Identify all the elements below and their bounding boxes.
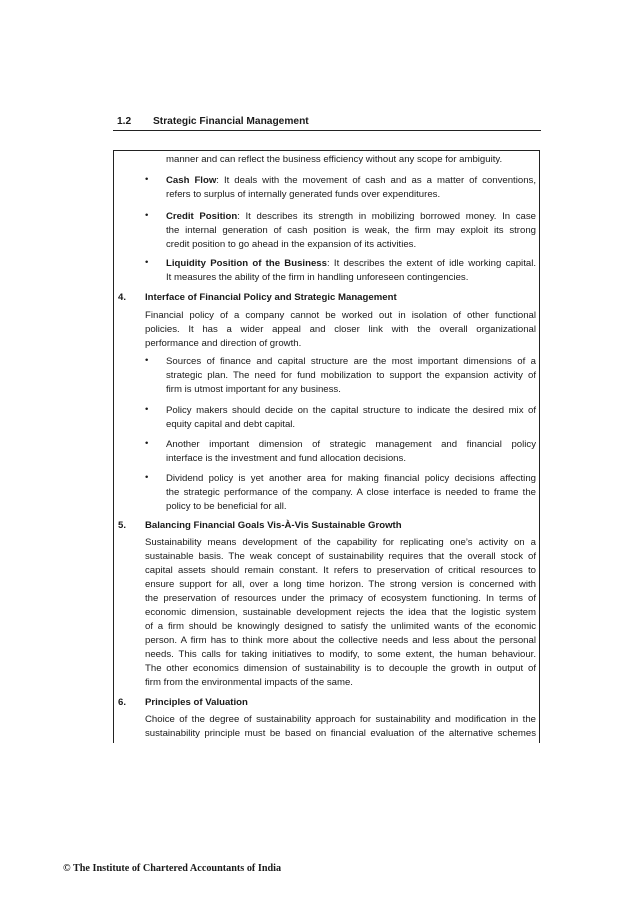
paragraph-line: of a firm should be knowingly designed to satisfy the unlimited wants of the economic <box>145 621 536 632</box>
bullet-marker: • <box>145 174 149 185</box>
bullet-credit-position: Credit Position: It describes its strength in mobilizing borrowed money. In case <box>166 211 536 222</box>
bullet-text-line: firm is utmost important for any business. <box>166 384 341 395</box>
paragraph-line: the preservation of resources under the primacy of ecosystem functioning. In terms of <box>145 593 536 604</box>
paragraph-line: capital assets should remain constant. It refers to preservation of critical resources to <box>145 565 536 576</box>
term-liquidity-position: Liquidity Position of the Business <box>166 258 327 269</box>
paragraph-line: sustainability principle must be based on financial evaluation of the alternative schemes <box>145 728 536 739</box>
bullet-marker: • <box>145 438 149 449</box>
section-number: 5. <box>118 520 127 531</box>
bullet-text-line: policy to be beneficial for all. <box>166 501 287 512</box>
section-title: Interface of Financial Policy and Strategic Management <box>145 292 397 303</box>
bullet-text-line: Dividend policy is yet another area for making financial policy decisions affecting <box>166 473 536 484</box>
bullet-marker: • <box>145 210 149 221</box>
paragraph-line: economic dimension, sustainable development rejects the idea that the logistic system <box>145 607 536 618</box>
chapter-title: Strategic Financial Management <box>153 116 309 127</box>
bullet-marker: • <box>145 257 149 268</box>
bullet-text-line: Sources of finance and capital structure are the most important dimensions of a <box>166 356 536 367</box>
bullet-liquidity-position: Liquidity Position of the Business: It describes the extent of idle working capital. <box>166 258 536 269</box>
paragraph-line: Financial policy of a company cannot be worked out in isolation of other functional <box>145 310 536 321</box>
bullet-text-line: credit position to go ahead in the expansion of its activities. <box>166 239 417 250</box>
bullet-text-line: interface is the investment and fund allocation decisions. <box>166 453 406 464</box>
bullet-text-line: strategic plan. The need for fund mobilization to support the expansion activity of <box>166 370 536 381</box>
paragraph-line: Sustainability means development of the capability for replicating one’s activity on a <box>145 537 536 548</box>
page-number: 1.2 <box>117 116 132 127</box>
bullet-text-line: the internal generation of cash position is weak, the firm may exploit its strong <box>166 225 536 236</box>
bullet-text-line: It measures the ability of the firm in handling unforeseen contingencies. <box>166 272 469 283</box>
copyright-footer: © The Institute of Chartered Accountants of India <box>63 863 282 874</box>
bullet-text-line: Another important dimension of strategic management and financial policy <box>166 439 536 450</box>
paragraph-line: person. A firm has to think more about the collective needs and less about the personal <box>145 635 536 646</box>
paragraph-line: performance and direction of growth. <box>145 338 302 349</box>
page-header <box>113 114 541 131</box>
bullet-cash-flow: Cash Flow: It deals with the movement of cash and as a matter of conventions, <box>166 175 536 186</box>
bullet-marker: • <box>145 472 149 483</box>
bullet-marker: • <box>145 355 149 366</box>
section-title: Balancing Financial Goals Vis-À-Vis Sustainable Growth <box>145 520 402 531</box>
paragraph-line: sustainable basis. The weak concept of sustainability requires that the overall stock of <box>145 551 536 562</box>
bullet-text-line: equity capital and debt capital. <box>166 419 296 430</box>
paragraph-line: Choice of the degree of sustainability approach for sustainability and modification in the <box>145 714 536 725</box>
section-number: 6. <box>118 697 127 708</box>
bullet-text-line: the strategic performance of the company. A close interface is needed to frame the <box>166 487 536 498</box>
bullet-text-line: refers to surplus of internally generated funds over expenditures. <box>166 189 441 200</box>
section-number: 4. <box>118 292 127 303</box>
bullet-text-line: Policy makers should decide on the capital structure to indicate the desired mix of <box>166 405 536 416</box>
section-title: Principles of Valuation <box>145 697 248 708</box>
continuation-text: manner and can reflect the business efficiency without any scope for ambiguity. <box>166 154 503 165</box>
term-credit-position: Credit Position <box>166 211 238 222</box>
bullet-marker: • <box>145 404 149 415</box>
paragraph-line: firm from the environmental impacts of the same. <box>145 677 353 688</box>
paragraph-line: needs. This calls for taking initiatives to modify, to some extent, the human behaviour. <box>145 649 536 660</box>
paragraph-line: ensure support for all, over a long time horizon. The strong version is concerned with <box>145 579 536 590</box>
term-cash-flow: Cash Flow <box>166 175 217 186</box>
paragraph-line: policies. It has a wider appeal and closer link with the overall organizational <box>145 324 536 335</box>
paragraph-line: The other economics dimension of sustainability is to decouple the growth in output of <box>145 663 536 674</box>
